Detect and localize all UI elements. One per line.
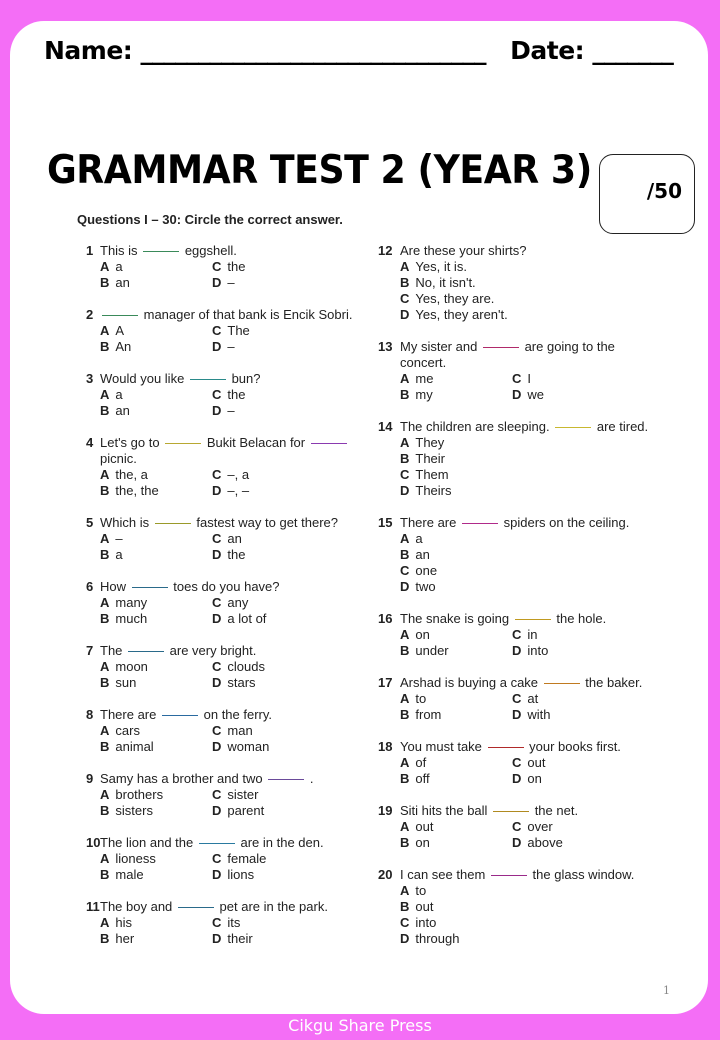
answer-blank: [190, 379, 226, 380]
option-a[interactable]: A They: [400, 435, 445, 450]
answer-blank: [493, 811, 529, 812]
page-number: 1: [663, 984, 670, 997]
answer-options: [400, 691, 658, 723]
option-a[interactable]: A to: [400, 883, 427, 898]
option-c[interactable]: C I: [512, 371, 532, 386]
questions-column-right: [378, 243, 658, 947]
option-a[interactable]: A a: [100, 387, 123, 402]
answer-options: [400, 371, 658, 403]
instructions: Questions I – 30: Circle the correct answer.: [77, 212, 343, 227]
answer-blank: [143, 251, 179, 252]
answer-blank: [491, 875, 527, 876]
option-b[interactable]: B on: [400, 835, 430, 850]
option-d[interactable]: D into: [512, 643, 549, 658]
option-b[interactable]: B her: [100, 931, 135, 946]
option-c[interactable]: C in: [512, 627, 538, 642]
option-b[interactable]: B from: [400, 707, 442, 722]
option-a[interactable]: A moon: [100, 659, 148, 674]
answer-blank: [311, 443, 347, 444]
answer-blank: [102, 315, 138, 316]
option-c[interactable]: C man: [212, 723, 253, 738]
questions-column-left: [86, 243, 356, 947]
question-stem: My sister and are going to the concert.: [400, 339, 615, 370]
question-number: 2: [86, 307, 94, 322]
answer-blank: [555, 427, 591, 428]
option-a[interactable]: A many: [100, 595, 148, 610]
answer-blank: [488, 747, 524, 748]
answer-options: [400, 627, 658, 659]
answer-options: [400, 435, 658, 499]
answer-options: [400, 755, 658, 787]
option-c[interactable]: C any: [212, 595, 249, 610]
question-number: 8: [86, 707, 94, 722]
option-d[interactable]: D a lot of: [212, 611, 267, 626]
name-date-line: [44, 36, 673, 65]
question-number: 14: [378, 419, 393, 434]
question-3: [86, 371, 356, 419]
answer-options: [100, 723, 356, 755]
option-b[interactable]: B out: [400, 899, 434, 914]
question-stem: The snake is going the hole.: [400, 611, 607, 626]
answer-options: [100, 787, 356, 819]
question-stem: The are very bright.: [100, 643, 257, 658]
option-b[interactable]: B sisters: [100, 803, 153, 818]
question-stem: Let's go to Bukit Belacan for picnic.: [100, 435, 356, 467]
option-d[interactable]: D their: [212, 931, 253, 946]
question-number: 3: [86, 371, 94, 386]
option-a[interactable]: A lioness: [100, 851, 156, 866]
question-number: 11: [86, 899, 100, 914]
question-19: [378, 803, 658, 851]
option-c[interactable]: C sister: [212, 787, 259, 802]
option-a[interactable]: A Yes, it is.: [400, 259, 467, 274]
option-b[interactable]: B the, the: [100, 483, 159, 498]
answer-options: [100, 915, 356, 947]
answer-blank: [199, 843, 235, 844]
option-d[interactable]: D –, –: [212, 483, 250, 498]
question-13: [378, 339, 658, 403]
question-5: [86, 515, 356, 563]
option-b[interactable]: B Their: [400, 451, 446, 466]
question-stem: Are these your shirts?: [400, 243, 527, 258]
option-b[interactable]: B under: [400, 643, 449, 658]
page-title: GRAMMAR TEST 2 (YEAR 3): [47, 148, 592, 193]
option-c[interactable]: C an: [212, 531, 242, 546]
option-d[interactable]: D the: [212, 547, 246, 562]
option-b[interactable]: B a: [100, 547, 123, 562]
answer-options: [400, 883, 658, 947]
option-a[interactable]: A to: [400, 691, 427, 706]
option-a[interactable]: A A: [100, 323, 125, 338]
question-stem: I can see them the glass window.: [400, 867, 635, 882]
option-c[interactable]: C at: [512, 691, 539, 706]
question-stem: Arshad is buying a cake the baker.: [400, 675, 643, 690]
option-c[interactable]: C the: [212, 259, 246, 274]
question-number: 19: [378, 803, 393, 818]
question-number: 15: [378, 515, 393, 530]
option-a[interactable]: A his: [100, 915, 133, 930]
question-number: 5: [86, 515, 94, 530]
score-total: /50: [646, 179, 682, 203]
answer-options: [100, 323, 356, 355]
option-b[interactable]: B No, it isn't.: [400, 275, 476, 290]
question-number: 20: [378, 867, 393, 882]
option-a[interactable]: A a: [400, 531, 423, 546]
option-c[interactable]: C –, a: [212, 467, 250, 482]
question-1: [86, 243, 356, 291]
answer-blank: [155, 523, 191, 524]
option-a[interactable]: A of: [400, 755, 427, 770]
option-b[interactable]: B much: [100, 611, 148, 626]
option-c[interactable]: C the: [212, 387, 246, 402]
answer-options: [400, 819, 658, 851]
answer-blank: [165, 443, 201, 444]
answer-options: [100, 595, 356, 627]
option-c[interactable]: C female: [212, 851, 267, 866]
answer-blank: [132, 587, 168, 588]
question-2: [86, 307, 356, 355]
option-b[interactable]: B an: [100, 275, 130, 290]
option-a[interactable]: A me: [400, 371, 434, 386]
option-a[interactable]: A –: [100, 531, 123, 546]
answer-blank: [178, 907, 214, 908]
question-number: 13: [378, 339, 393, 354]
question-20: [378, 867, 658, 947]
option-b[interactable]: B An: [100, 339, 132, 354]
option-b[interactable]: B animal: [100, 739, 154, 754]
option-c[interactable]: C Yes, they are.: [400, 291, 495, 306]
option-d[interactable]: D woman: [212, 739, 270, 754]
answer-blank: [515, 619, 551, 620]
footer-brand: Cikgu Share Press: [288, 1016, 432, 1035]
option-d[interactable]: D we: [512, 387, 545, 402]
question-18: [378, 739, 658, 787]
question-8: [86, 707, 356, 755]
date-label: Date:: [510, 36, 585, 65]
question-stem: You must take your books first.: [400, 739, 621, 754]
question-stem: manager of that bank is Encik Sobri.: [100, 307, 356, 323]
answer-options: [400, 531, 658, 595]
name-label: Name:: [44, 36, 133, 65]
option-d[interactable]: D lions: [212, 867, 255, 882]
question-number: 9: [86, 771, 94, 786]
question-stem: How toes do you have?: [100, 579, 280, 594]
question-number: 17: [378, 675, 393, 690]
question-stem: Samy has a brother and two .: [100, 771, 314, 786]
option-d[interactable]: D stars: [212, 675, 256, 690]
option-a[interactable]: A the, a: [100, 467, 148, 482]
question-9: [86, 771, 356, 819]
question-stem: There are on the ferry.: [100, 707, 273, 722]
score-box: [599, 154, 695, 234]
answer-blank: [462, 523, 498, 524]
option-b[interactable]: B off: [400, 771, 430, 786]
question-stem: The lion and the are in the den.: [100, 835, 324, 850]
question-number: 16: [378, 611, 393, 626]
answer-options: [400, 259, 658, 323]
answer-blank: [544, 683, 580, 684]
option-c[interactable]: C out: [512, 755, 546, 770]
question-11: [86, 899, 356, 947]
option-d[interactable]: D above: [512, 835, 563, 850]
answer-blank: [268, 779, 304, 780]
option-d[interactable]: D with: [512, 707, 551, 722]
option-d[interactable]: D –: [212, 339, 235, 354]
option-b[interactable]: B an: [400, 547, 430, 562]
option-d[interactable]: D through: [400, 931, 460, 946]
option-b[interactable]: B an: [100, 403, 130, 418]
question-stem: Siti hits the ball the net.: [400, 803, 579, 818]
answer-blank: [162, 715, 198, 716]
question-number: 18: [378, 739, 393, 754]
answer-options: [100, 531, 356, 563]
answer-options: [100, 659, 356, 691]
option-b[interactable]: B my: [400, 387, 433, 402]
option-c[interactable]: C its: [212, 915, 241, 930]
question-10: [86, 835, 356, 883]
question-stem: This is eggshell.: [100, 243, 237, 258]
option-d[interactable]: D –: [212, 275, 235, 290]
question-stem: Which is fastest way to get there?: [100, 515, 339, 530]
option-b[interactable]: B male: [100, 867, 144, 882]
option-a[interactable]: A cars: [100, 723, 140, 738]
question-17: [378, 675, 658, 723]
option-d[interactable]: D on: [512, 771, 542, 786]
question-stem: The boy and pet are in the park.: [100, 899, 328, 914]
question-stem: Would you like bun?: [100, 371, 261, 386]
option-c[interactable]: C one: [400, 563, 438, 578]
answer-blank: [128, 651, 164, 652]
option-c[interactable]: C over: [512, 819, 553, 834]
question-number: 10: [86, 835, 101, 850]
option-c[interactable]: C clouds: [212, 659, 265, 674]
option-a[interactable]: A on: [400, 627, 430, 642]
question-6: [86, 579, 356, 627]
question-15: [378, 515, 658, 595]
option-a[interactable]: A brothers: [100, 787, 164, 802]
question-12: [378, 243, 658, 323]
option-a[interactable]: A a: [100, 259, 123, 274]
option-d[interactable]: D Theirs: [400, 483, 452, 498]
option-c[interactable]: C Them: [400, 467, 449, 482]
option-d[interactable]: D –: [212, 403, 235, 418]
question-number: 6: [86, 579, 94, 594]
date-field[interactable]: _______: [592, 36, 673, 65]
answer-blank: [483, 347, 519, 348]
question-16: [378, 611, 658, 659]
question-7: [86, 643, 356, 691]
question-number: 7: [86, 643, 94, 658]
question-number: 12: [378, 243, 393, 258]
option-d[interactable]: D parent: [212, 803, 265, 818]
question-stem: The children are sleeping. are tired.: [400, 419, 649, 434]
question-4: [86, 435, 356, 499]
option-a[interactable]: A out: [400, 819, 434, 834]
answer-options: [100, 851, 356, 883]
question-number: 4: [86, 435, 94, 450]
option-c[interactable]: C The: [212, 323, 250, 338]
answer-options: [100, 387, 356, 419]
answer-options: [100, 467, 356, 499]
option-c[interactable]: C into: [400, 915, 437, 930]
name-field[interactable]: ______________________________: [140, 36, 486, 65]
option-d[interactable]: D Yes, they aren't.: [400, 307, 508, 322]
option-b[interactable]: B sun: [100, 675, 137, 690]
answer-options: [100, 259, 356, 291]
question-14: [378, 419, 658, 499]
question-number: 1: [86, 243, 94, 258]
question-stem: There are spiders on the ceiling.: [400, 515, 630, 530]
option-d[interactable]: D two: [400, 579, 436, 594]
